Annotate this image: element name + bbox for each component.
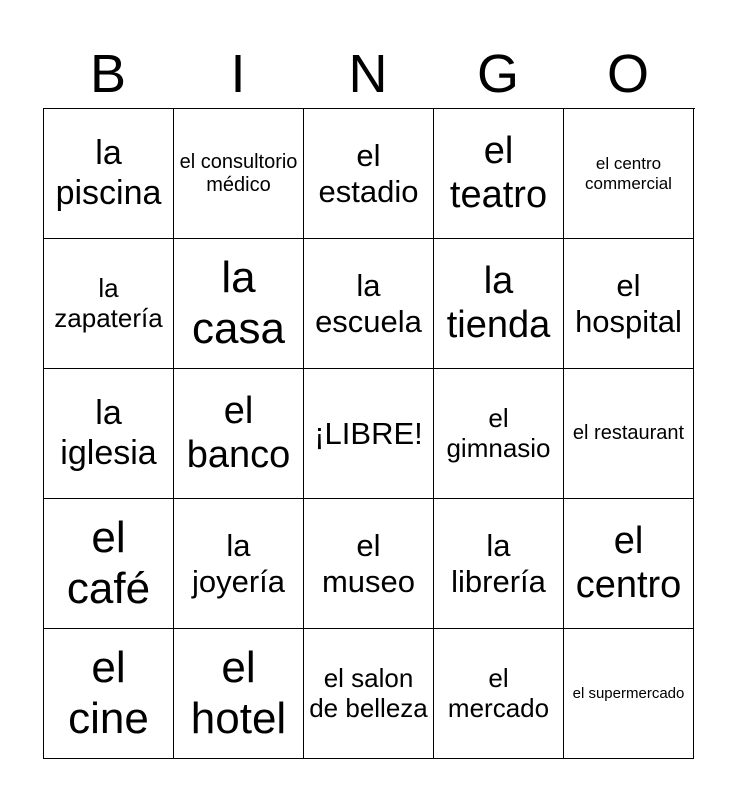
cell-label: la escuela [315,267,422,339]
bingo-cell[interactable] [304,499,434,629]
bingo-cell[interactable] [434,499,564,629]
bingo-cell[interactable] [44,369,174,499]
bingo-board [43,108,695,759]
cell-label: el gimnasio [446,402,551,463]
bingo-cell[interactable] [174,239,304,369]
bingo-cell[interactable] [44,499,174,629]
header-letter-b: B [89,44,127,104]
bingo-cell[interactable] [564,109,694,239]
cell-label: el mercado [447,662,550,723]
cell-label: el centro [575,519,682,606]
cell-label: la iglesia [60,394,157,472]
cell-label: el hospital [575,267,682,339]
bingo-cell[interactable] [304,629,434,759]
cell-label: el salon de belleza [309,662,428,723]
cell-label: el estadio [318,137,419,209]
cell-label: el centro commercial [585,153,672,193]
header-letter-n: N [348,44,388,104]
bingo-cell[interactable] [564,239,694,369]
free-space-cell[interactable] [304,369,434,499]
header-letter-g: G [476,44,519,104]
cell-label: la tienda [446,259,551,346]
cell-label: la piscina [55,134,162,212]
header-letter-i: I [230,44,246,104]
bingo-cell[interactable] [434,369,564,499]
bingo-cell[interactable] [434,239,564,369]
cell-label: la zapatería [54,272,163,333]
cell-label: el supermercado [572,684,685,702]
cell-label: el cine [68,642,149,743]
cell-label: la casa [192,252,285,353]
cell-label: la librería [451,527,546,599]
bingo-cell[interactable] [174,629,304,759]
bingo-header [43,40,693,108]
cell-label: el restaurant [572,422,685,444]
cell-label: el café [66,512,151,613]
cell-label: el hotel [190,642,287,743]
bingo-cell[interactable] [174,369,304,499]
bingo-cell[interactable] [564,369,694,499]
bingo-cell[interactable] [174,109,304,239]
bingo-cell[interactable] [304,109,434,239]
bingo-cell[interactable] [174,499,304,629]
bingo-cell[interactable] [564,499,694,629]
cell-label: la joyería [191,527,286,599]
free-space-label: ¡LIBRE! [314,415,423,451]
cell-label: el banco [186,389,291,476]
cell-label: el consultorio médico [179,150,298,196]
bingo-cell[interactable] [564,629,694,759]
bingo-cell[interactable] [44,629,174,759]
cell-label: el museo [321,527,416,599]
bingo-cell[interactable] [434,109,564,239]
bingo-cell[interactable] [44,109,174,239]
bingo-cell[interactable] [304,239,434,369]
cell-label: el teatro [449,129,548,216]
bingo-cell[interactable] [434,629,564,759]
bingo-cell[interactable] [44,239,174,369]
header-letter-o: O [606,44,649,104]
